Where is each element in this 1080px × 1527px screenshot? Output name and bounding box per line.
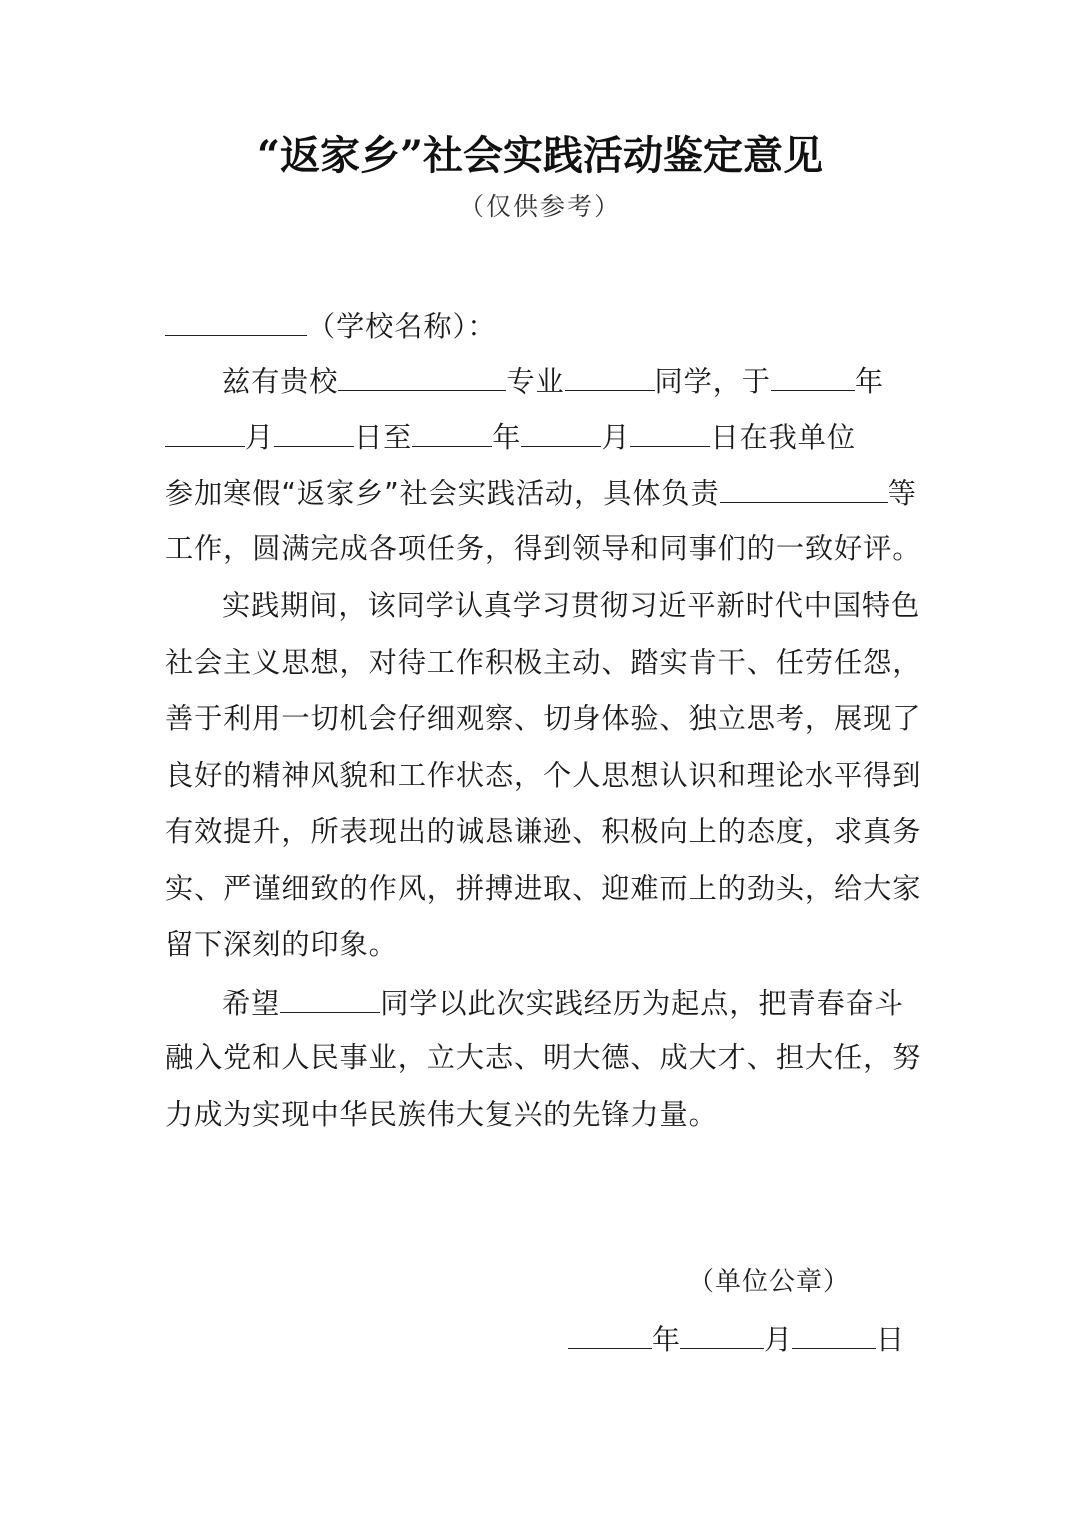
para3-line2: 融入党和人民事业，立大志、明大德、成大才、担大任，努 bbox=[165, 1041, 922, 1074]
para1-line2 bbox=[165, 416, 856, 458]
text: 日在我单位 bbox=[710, 421, 856, 454]
text: 年 bbox=[492, 421, 522, 454]
start-day-blank[interactable] bbox=[274, 416, 354, 447]
text: 希望 bbox=[222, 987, 281, 1020]
text: 同学，于 bbox=[654, 365, 771, 398]
duty-blank[interactable] bbox=[720, 472, 888, 503]
para2-line5: 有效提升，所表现出的诚恳谦逊、积极向上的态度，求真务 bbox=[165, 815, 922, 848]
text: 月 bbox=[601, 421, 631, 454]
para2-line7: 留下深刻的印象。 bbox=[165, 928, 398, 961]
para2-line2: 社会主义思想，对待工作积极主动、踏实肯干、任劳任怨， bbox=[165, 646, 922, 679]
end-year-blank[interactable] bbox=[412, 416, 492, 447]
day-label: 日 bbox=[876, 1323, 905, 1356]
salutation-line bbox=[165, 305, 497, 347]
salutation-label: （学校名称）： bbox=[307, 310, 497, 343]
major-blank[interactable] bbox=[565, 360, 655, 391]
text: 专业 bbox=[506, 365, 565, 398]
para2-line3: 善于利用一切机会仔细观察、切身体验、独立思考，展现了 bbox=[165, 702, 922, 735]
month-label: 月 bbox=[764, 1323, 793, 1356]
text: 参加寒假“返家乡”社会实践活动，具体负责 bbox=[165, 477, 720, 510]
text: 日至 bbox=[354, 421, 413, 454]
text: 年 bbox=[854, 365, 884, 398]
document-subtitle: （仅供参考） bbox=[458, 192, 621, 221]
unit-seal-label: （单位公章） bbox=[688, 1267, 851, 1297]
end-day-blank[interactable] bbox=[630, 416, 710, 447]
sign-year-blank[interactable] bbox=[568, 1318, 652, 1349]
text: 兹有贵校 bbox=[222, 365, 339, 398]
para3-line3: 力成为实现中华民族伟大复兴的先锋力量。 bbox=[165, 1098, 718, 1131]
text: 同学以此次实践经历为起点，把青春奋斗 bbox=[380, 987, 904, 1020]
sign-month-blank[interactable] bbox=[680, 1318, 764, 1349]
text: 等 bbox=[887, 477, 917, 510]
para2-line1: 实践期间，该同学认真学习贯彻习近平新时代中国特色 bbox=[222, 589, 921, 622]
para1-line3 bbox=[165, 472, 917, 514]
signature-date bbox=[568, 1318, 904, 1360]
para3-line1 bbox=[222, 982, 904, 1024]
para1-line1 bbox=[222, 360, 884, 402]
school-name-blank[interactable] bbox=[165, 305, 307, 336]
document-title: “返家乡”社会实践活动鉴定意见 bbox=[256, 132, 823, 179]
sign-day-blank[interactable] bbox=[792, 1318, 876, 1349]
student-name-blank[interactable] bbox=[280, 982, 380, 1013]
end-month-blank[interactable] bbox=[521, 416, 601, 447]
para2-line6: 实、严谨细致的作风，拼搏进取、迎难而上的劲头，给大家 bbox=[165, 872, 922, 905]
text: 月 bbox=[245, 421, 275, 454]
start-month-blank[interactable] bbox=[165, 416, 245, 447]
para1-line4: 工作，圆满完成各项任务，得到领导和同事们的一致好评。 bbox=[165, 532, 922, 565]
para2-line4: 良好的精神风貌和工作状态，个人思想认识和理论水平得到 bbox=[165, 759, 922, 792]
year-label: 年 bbox=[652, 1323, 681, 1356]
start-year-blank[interactable] bbox=[771, 360, 855, 391]
school-blank[interactable] bbox=[338, 360, 506, 391]
